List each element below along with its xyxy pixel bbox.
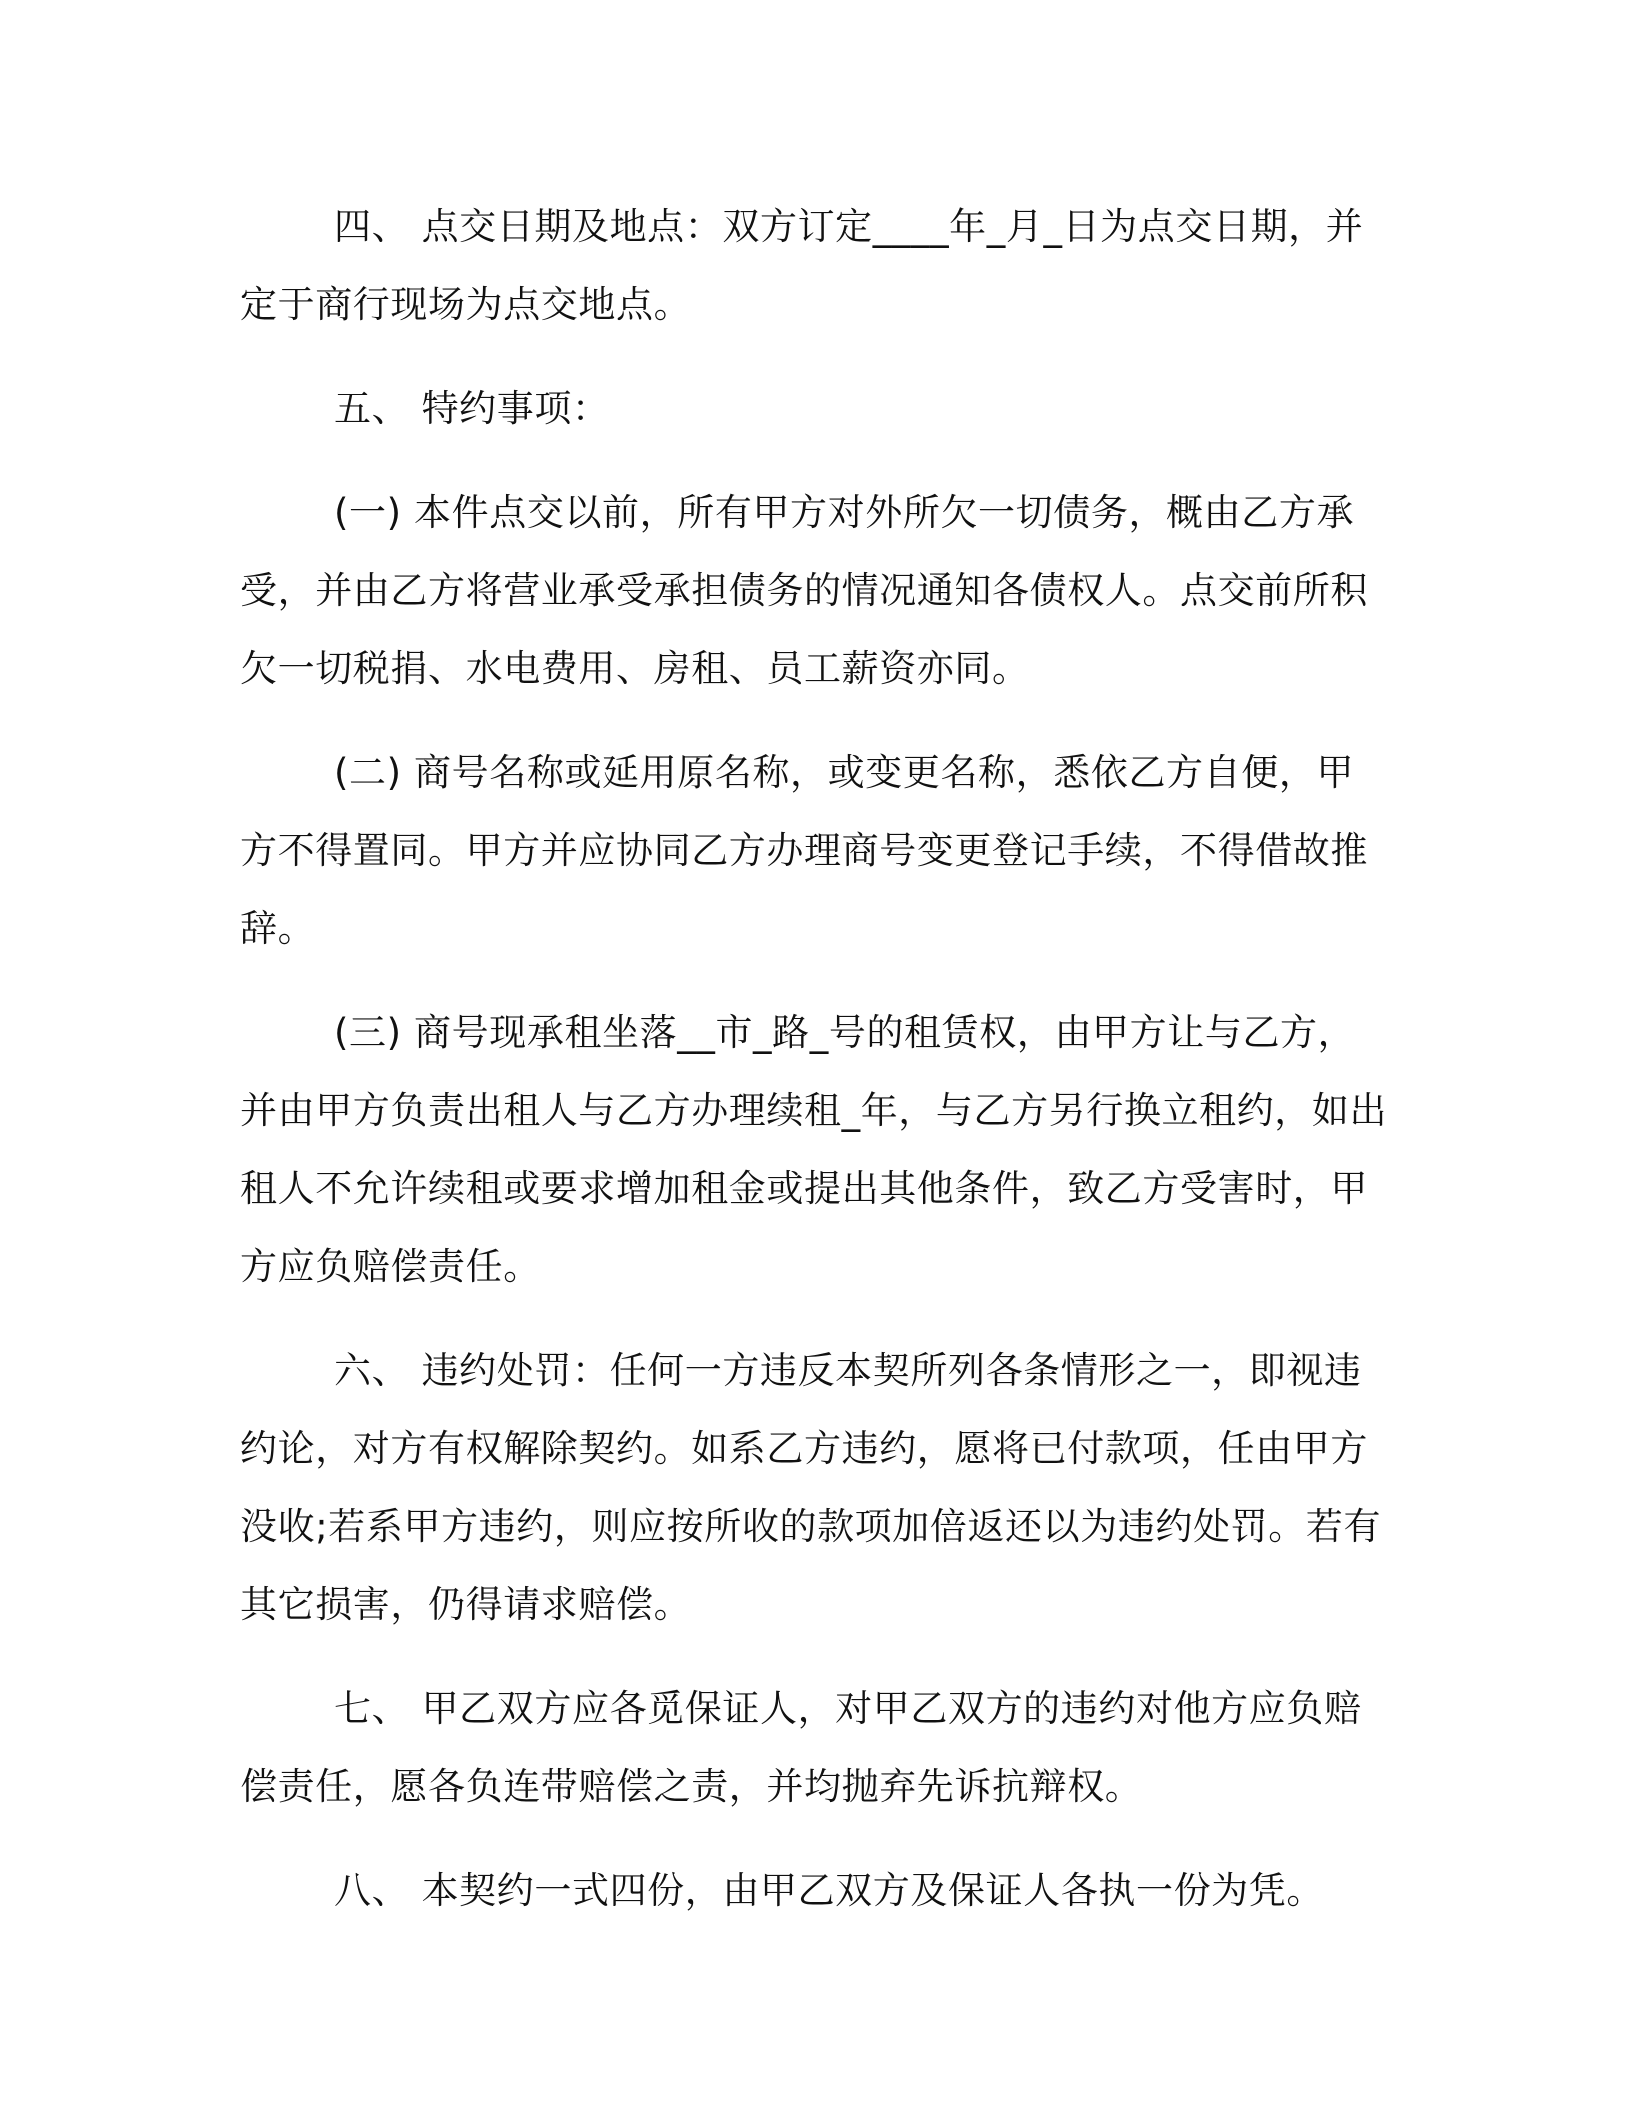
clause-text: 商号现承租坐落__市_路_号的租赁权，由甲方让与乙方，并由甲方负责出租人与乙方办理续租_年，与乙方另行换立租约，如出租人不允许续租或要求增加租金或提出其他条件，致乙方受害时，甲方应负赔偿责任。: [240, 1011, 1388, 1288]
document-body: [240, 188, 1390, 1956]
clause-7: [240, 1670, 1390, 1826]
clause-text: 商号名称或延用原名称，或变更名称，悉依乙方自便，甲方不得置同。甲方并应协同乙方办理商号变更登记手续，不得借故推辞。: [240, 751, 1368, 950]
clause-number: 五、: [334, 387, 410, 430]
clause-number: (二): [334, 751, 402, 794]
clause-5: [240, 370, 1390, 448]
clause-number: (三): [334, 1011, 402, 1054]
clause-5-1: [240, 474, 1390, 708]
clause-number: 七、: [334, 1687, 410, 1730]
clause-5-3: [240, 994, 1390, 1306]
clause-number: 八、: [334, 1869, 410, 1912]
clause-8: [240, 1852, 1390, 1930]
clause-4: [240, 188, 1390, 344]
clause-text: 本件点交以前，所有甲方对外所欠一切债务，概由乙方承受，并由乙方将营业承受承担债务的情况通知各债权人。点交前所积欠一切税捐、水电费用、房租、员工薪资亦同。: [240, 491, 1368, 690]
clause-text: 本契约一式四份，由甲乙双方及保证人各执一份为凭。: [421, 1869, 1324, 1912]
clause-number: (一): [334, 491, 402, 534]
clause-text: 点交日期及地点：双方订定____年_月_日为点交日期，并定于商行现场为点交地点。: [240, 205, 1364, 326]
clause-text: 甲乙双方应各觅保证人，对甲乙双方的违约对他方应负赔偿责任，愿各负连带赔偿之责，并均抛弃先诉抗辩权。: [240, 1687, 1362, 1808]
clause-text: 特约事项：: [421, 387, 610, 430]
clause-number: 六、: [334, 1349, 410, 1392]
clause-5-2: [240, 734, 1390, 968]
clause-6: [240, 1332, 1390, 1644]
clause-number: 四、: [334, 205, 410, 248]
clause-text: 违约处罚：任何一方违反本契所列各条情形之一，即视违约论，对方有权解除契约。如系乙方违约，愿将已付款项，任由甲方没收;若系甲方违约，则应按所收的款项加倍返还以为违约处罚。若有其它损害，仍得请求赔偿。: [240, 1349, 1382, 1626]
